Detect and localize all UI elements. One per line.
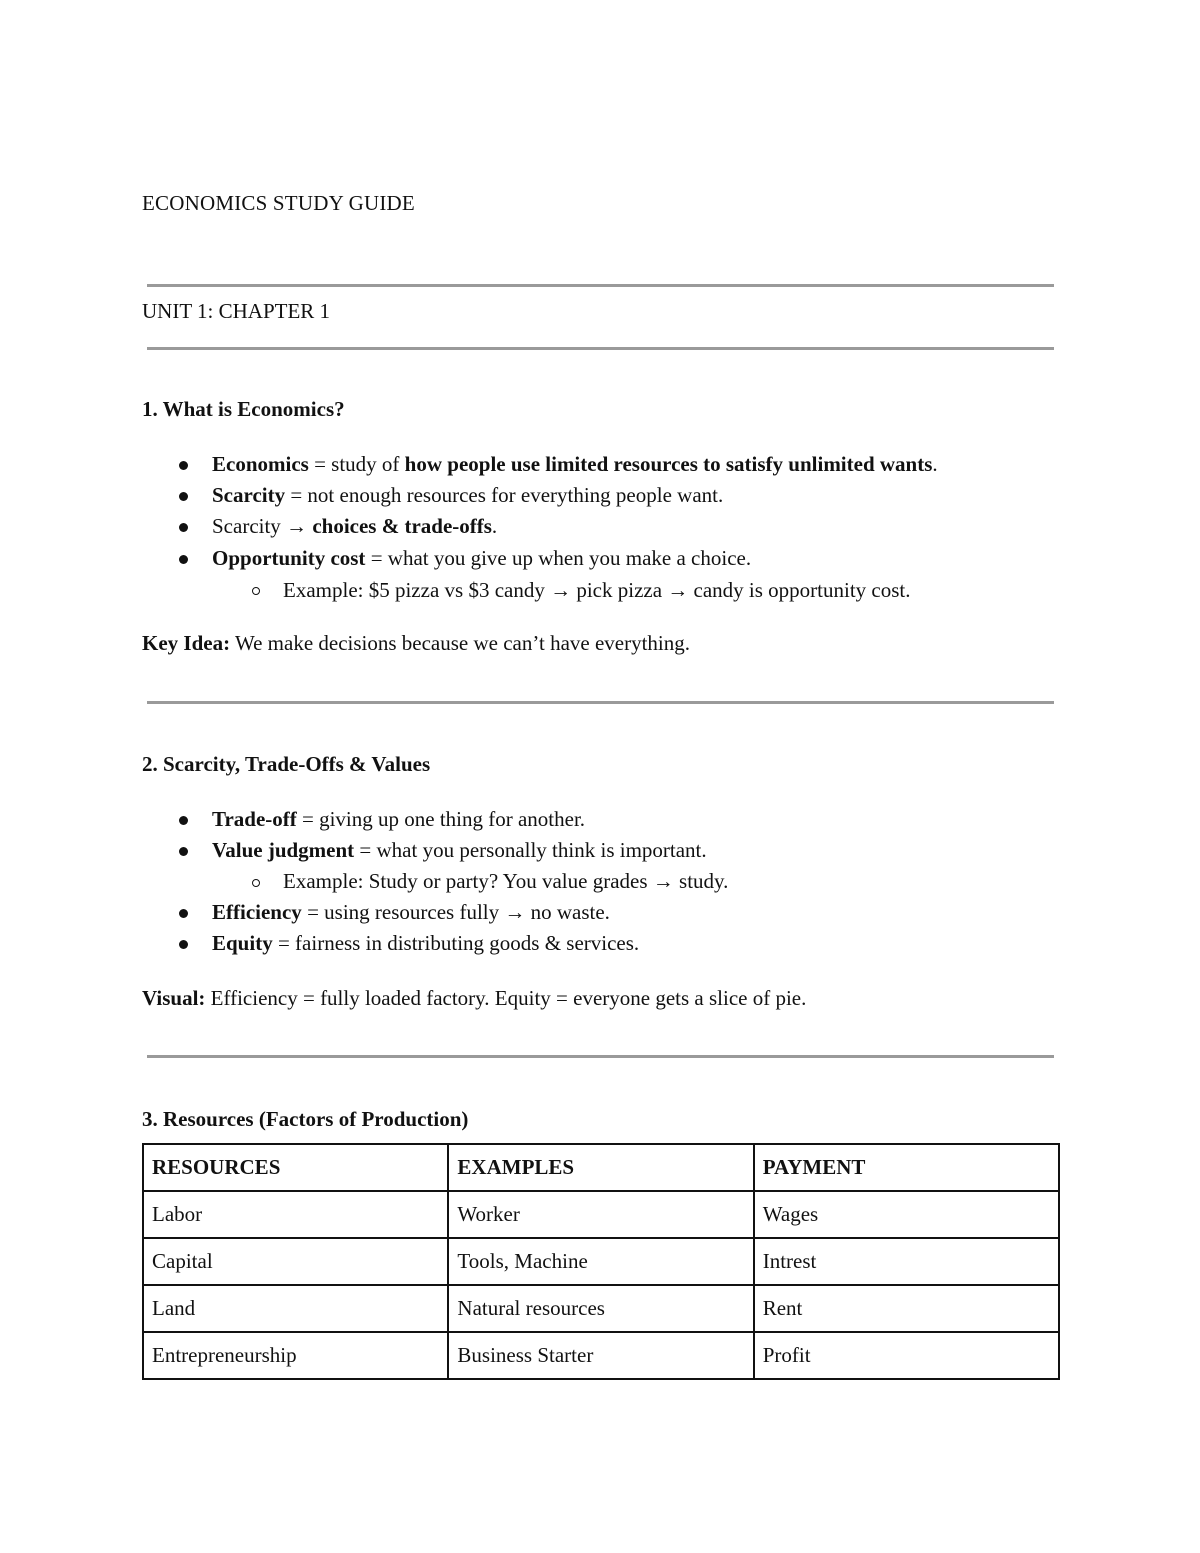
sub-bullet-circle — [252, 587, 260, 595]
table-row — [143, 1332, 1059, 1379]
key-idea: Key Idea: We make decisions because we can’t have everything. — [142, 631, 691, 655]
unit-heading: UNIT 1: CHAPTER 1 — [142, 299, 331, 323]
divider — [147, 701, 1054, 704]
bullet-dot — [179, 816, 188, 825]
table-cell: Worker — [448, 1191, 753, 1238]
bullet-scarcity-choices: Scarcity → choices & trade-offs. — [212, 514, 498, 538]
table-cell: Natural resources — [448, 1285, 753, 1332]
visual-note: Visual: Efficiency = fully loaded factory. Equity = everyone gets a slice of pie. — [142, 986, 807, 1010]
bullet-trade-off: Trade-off = giving up one thing for another. — [212, 807, 586, 831]
header-cell-examples: EXAMPLES — [448, 1144, 753, 1191]
bullet-dot — [179, 847, 188, 856]
table-cell: Labor — [143, 1191, 448, 1238]
table-header-row — [143, 1144, 1059, 1191]
table-row — [143, 1238, 1059, 1285]
document-title: ECONOMICS STUDY GUIDE — [142, 191, 415, 215]
sub-bullet-example: Example: Study or party? You value grades → study. — [283, 869, 729, 893]
bullet-efficiency: Efficiency = using resources fully → no waste. — [212, 900, 610, 924]
section-1-heading: 1. What is Economics? — [142, 397, 345, 421]
sub-bullet-example: Example: $5 pizza vs $3 candy → pick pizza → candy is opportunity cost. — [283, 578, 911, 602]
header-cell-payment: PAYMENT — [754, 1144, 1059, 1191]
sub-bullet-circle — [252, 879, 260, 887]
table-cell: Intrest — [754, 1238, 1059, 1285]
bullet-value-judgment: Value judgment = what you personally think is important. — [212, 838, 707, 862]
bullet-opportunity-cost: Opportunity cost = what you give up when you make a choice. — [212, 546, 752, 570]
bullet-dot — [179, 523, 188, 532]
section-2-heading: 2. Scarcity, Trade-Offs & Values — [142, 752, 431, 776]
table-cell: Rent — [754, 1285, 1059, 1332]
resources-table — [142, 1143, 1060, 1380]
bullet-economics: Economics = study of how people use limited resources to satisfy unlimited wants. — [212, 452, 938, 476]
table-cell: Profit — [754, 1332, 1059, 1379]
bullet-scarcity: Scarcity = not enough resources for everything people want. — [212, 483, 724, 507]
bullet-dot — [179, 461, 188, 470]
table-row — [143, 1285, 1059, 1332]
bullet-dot — [179, 555, 188, 564]
divider — [147, 1055, 1054, 1058]
divider — [147, 284, 1054, 287]
bullet-dot — [179, 909, 188, 918]
bullet-dot — [179, 492, 188, 501]
table-cell: Wages — [754, 1191, 1059, 1238]
table-cell: Entrepreneurship — [143, 1332, 448, 1379]
table-row — [143, 1191, 1059, 1238]
section-3-heading: 3. Resources (Factors of Production) — [142, 1107, 469, 1131]
bullet-dot — [179, 940, 188, 949]
table-cell: Business Starter — [448, 1332, 753, 1379]
table-cell: Land — [143, 1285, 448, 1332]
table-cell: Capital — [143, 1238, 448, 1285]
divider — [147, 347, 1054, 350]
header-cell-resources: RESOURCES — [143, 1144, 448, 1191]
bullet-equity: Equity = fairness in distributing goods & services. — [212, 931, 640, 955]
table-cell: Tools, Machine — [448, 1238, 753, 1285]
